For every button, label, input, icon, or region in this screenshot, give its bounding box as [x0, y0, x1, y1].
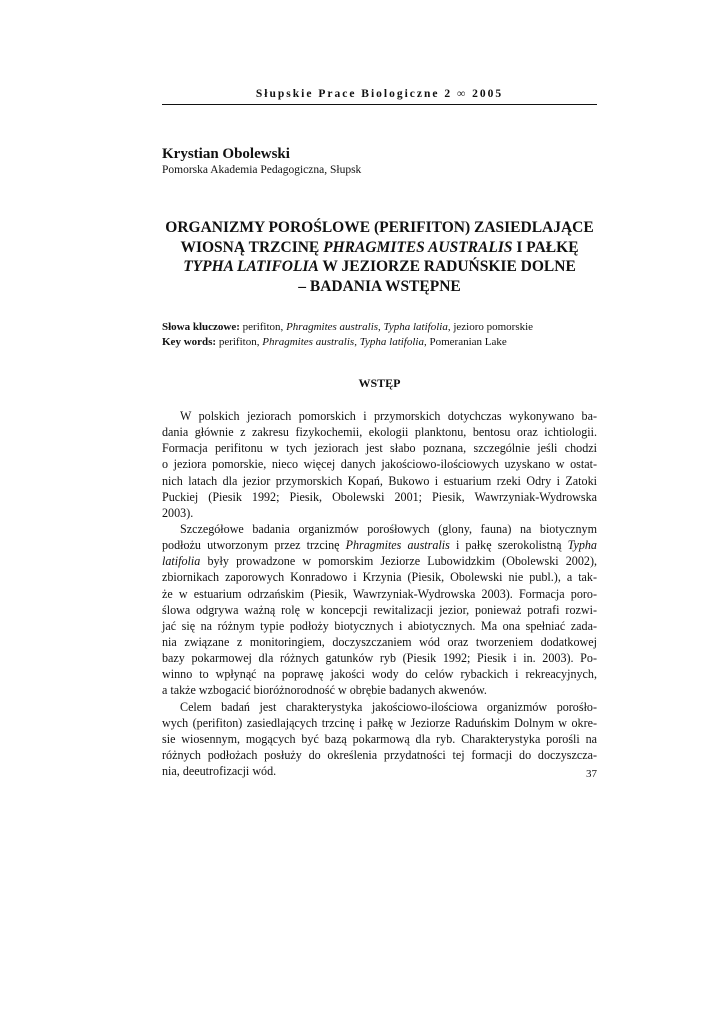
- keyword-text: ,: [378, 321, 384, 333]
- body-text: [162, 408, 597, 779]
- keyword-text: perifiton,: [239, 321, 287, 333]
- author-affiliation: Pomorska Akademia Pedagogiczna, Słupsk: [162, 164, 362, 176]
- keywords-english: [162, 335, 597, 350]
- paragraph-3-line: Celem badań jest charakterystyka jakościowo-ilościowa organizmów porośło-: [180, 699, 597, 714]
- paragraph-2-line: że w estuarium odrzańskim (Piesik, Wawrzyniak-Wydrowska 2003). Formacja poro-: [162, 586, 597, 601]
- title-text: I PAŁKĘ: [512, 238, 579, 256]
- title-text: WIOSNĄ TRZCINĘ: [180, 238, 324, 256]
- text-run: podłożu utworzonym przez trzcinę: [162, 538, 346, 553]
- title-line-2: [162, 238, 597, 258]
- paragraph-1-line: 2003).: [162, 505, 194, 520]
- paragraph-2-line: Szczegółowe badania organizmów porośłowych (glony, fauna) na biotycznym: [180, 521, 597, 536]
- paragraph-2-line: [162, 537, 597, 553]
- title-line-3: [162, 257, 597, 277]
- paragraph-2-line: bazy pokarmowej dla różnych gatunków ryb (Piesik 1992; Piesik i in. 2003). Po-: [162, 651, 597, 666]
- paragraph-2-line: zbiornikach zaporowych Konradowo i Krzynia (Piesik, Obolewski nie publ.), a tak-: [162, 570, 597, 585]
- keywords-en-label: Key words:: [162, 335, 217, 348]
- title-line-1: ORGANIZMY POROŚLOWE (PERIFITON) ZASIEDLAJĄCE: [165, 219, 594, 236]
- author-name: Krystian Obolewski: [162, 146, 290, 162]
- section-heading: WSTĘP: [358, 376, 401, 390]
- text-run: i pałkę szerokolistną: [449, 538, 568, 553]
- paragraph-1-line: Formacja perifitonu w tych jeziorach jest słabo poznana, szczególnie jeśli chodzi: [162, 441, 597, 456]
- title-line-4: – BADANIA WSTĘPNE: [298, 277, 461, 295]
- keyword-text: , Pomeranian Lake: [423, 335, 507, 348]
- title-species-typha: TYPHA LATIFOLIA: [183, 258, 319, 275]
- keyword-species: Phragmites australis: [286, 321, 379, 333]
- keywords-polish: [162, 320, 597, 335]
- keywords-pl-label: Słowa kluczowe:: [162, 321, 240, 333]
- paragraph-1-line: W polskich jeziorach pomorskich i przymorskich dotychczas wykonywano ba-: [180, 409, 597, 423]
- paragraph-2-line: nia związane z monitoringiem, doczyszczaniem wód oraz tworzeniem dodatkowej: [162, 634, 597, 649]
- paragraph-3-line: nia, deeutrofizacji wód.: [162, 764, 277, 779]
- paragraph-1-line: dania głównie z zakresu fizykochemii, ekologii planktonu, bentosu oraz ichtiologii.: [162, 425, 597, 440]
- species-latifolia: latifolia: [162, 554, 201, 569]
- species-typha: Typha: [567, 538, 597, 553]
- text-run: były prowadzone w pomorskim Jeziorze Lubowidzkim (Obolewski 2002),: [200, 554, 597, 569]
- paper-title: [162, 218, 597, 296]
- paragraph-3-line: różnych podłożach posłuży do określenia przydatności tej formacji do doczyszcza-: [162, 747, 597, 762]
- paragraph-2-line: [162, 553, 597, 569]
- paragraph-2-line: a także wzbogacić bioróżnorodność w obrębie badanych akwenów.: [162, 683, 487, 698]
- page-number: 37: [586, 768, 597, 780]
- paragraph-1-line: o jeziora pomorskie, nieco więcej danych jakościowo-ilościowych uzyskano w ostat-: [162, 457, 597, 472]
- keyword-species: Typha latifolia: [359, 335, 424, 348]
- author-block: [162, 145, 597, 178]
- keyword-text: , jezioro pomorskie: [447, 321, 534, 333]
- paragraph-1-line: Puckiej (Piesik 1992; Piesik, Obolewski 2001; Piesik, Wawrzyniak-Wydrowska: [162, 489, 597, 504]
- running-head: Słupskie Prace Biologiczne 2 ∞ 2005: [255, 88, 504, 100]
- species-phragmites: Phragmites australis: [345, 538, 450, 553]
- keyword-species: Phragmites australis: [262, 335, 355, 348]
- paragraph-1-line: nich latach dla jezior przymorskich Kopań, Bukowo i estuarium rzeki Odry i Zatoki: [162, 473, 597, 488]
- header-rule: [162, 104, 597, 105]
- paragraph-2-line: ślowa odgrywa ważną rolę w koncepcji rewitalizacji jezior, ponieważ potrafi rozwi-: [162, 602, 597, 617]
- paragraph-2-line: winno to wpłynąć na poprawę jakości wody do celów rybackich i rekreacyjnych,: [162, 667, 597, 682]
- paragraph-2-line: jać się na różnym typie podłoży biotycznych i abiotycznych. Ma ona spełniać zada-: [162, 618, 597, 633]
- keywords-block: [162, 320, 597, 349]
- paragraph-3-line: wych (perifiton) zasiedlających trzcinę i pałkę w Jeziorze Raduńskim Dolnym w okre-: [162, 715, 597, 730]
- keyword-species: Typha latifolia: [383, 321, 448, 333]
- title-text: W JEZIORZE RADUŃSKIE DOLNE: [318, 258, 576, 275]
- title-species-phragmites: PHRAGMITES AUSTRALIS: [323, 238, 513, 256]
- paragraph-3-line: sie wiosennym, mogących być bazą pokarmową dla ryb. Charakterystyka porośli na: [162, 731, 597, 746]
- keyword-text: ,: [354, 335, 360, 348]
- keyword-text: perifiton,: [216, 335, 263, 348]
